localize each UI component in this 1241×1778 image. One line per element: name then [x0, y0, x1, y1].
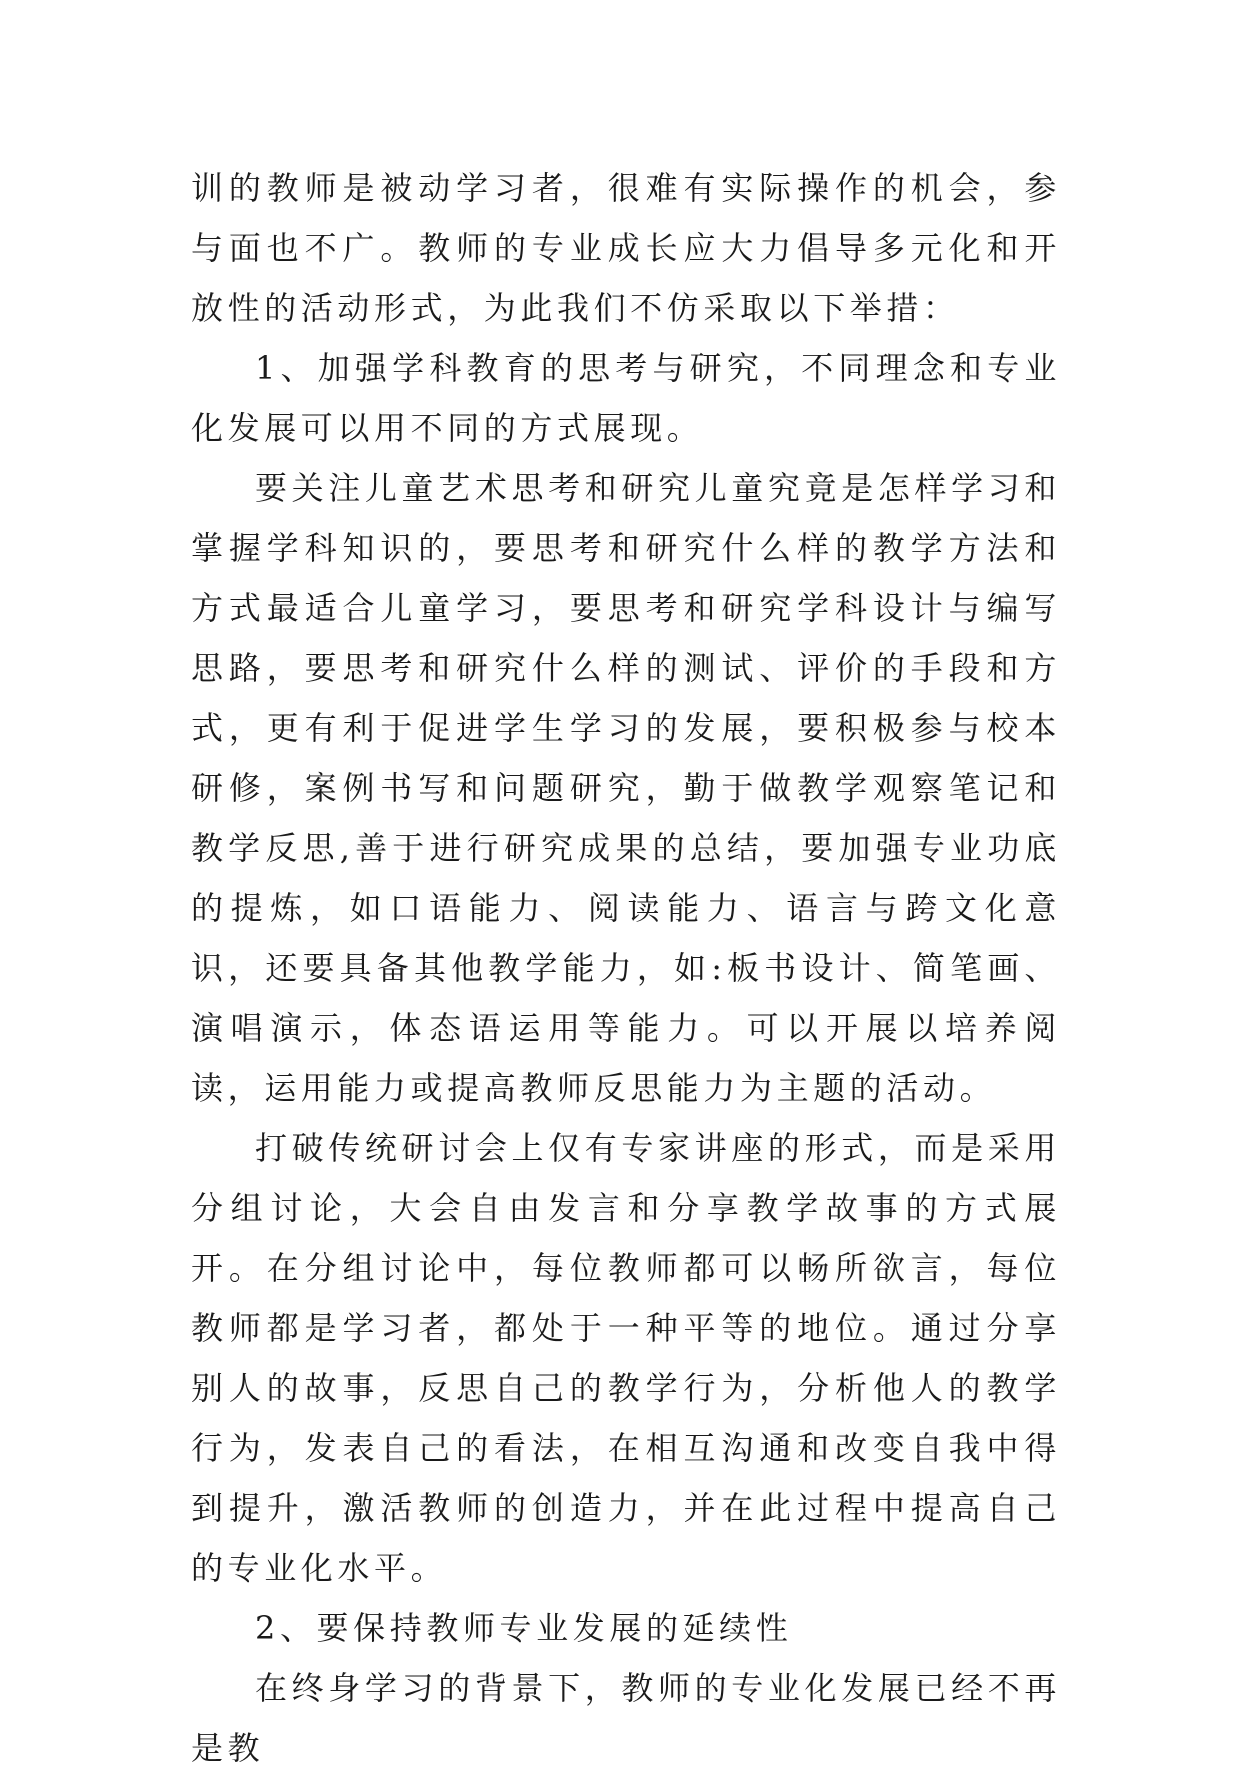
paragraph-subject-research: 要关注儿童艺术思考和研究儿童究竟是怎样学习和掌握学科知识的，要思考和研究什么样的教学方法和方式最适合儿童学习，要思考和研究学科设计与编写思路，要思考和研究什么样的测试、评价的手段和方式，更有利于促进学生学习的发展，要积极参与校本研修，案例书写和问题研究，勤于做教学观察笔记和教学反思,善于进行研究成果的总结，要加强专业功底的提炼，如口语能力、阅读能力、语言与跨文化意识，还要具备其他教学能力，如:板书设计、简笔画、演唱演示，体态语运用等能力。可以开展以培养阅读，运用能力或提高教师反思能力为主题的活动。: [191, 469, 1061, 1107]
paragraph-continuation: 训的教师是被动学习者，很难有实际操作的机会，参与面也不广。教师的专业成长应大力倡导多元化和开放性的活动形式，为此我们不仿采取以下举措：: [191, 169, 1061, 327]
paragraph-heading-2: 2、要保持教师专业发展的延续性: [255, 1609, 793, 1647]
paragraph-seminar-format: 打破传统研讨会上仅有专家讲座的形式，而是采用分组讨论，大会自由发言和分享教学故事的方式展开。在分组讨论中，每位教师都可以畅所欲言，每位教师都是学习者，都处于一种平等的地位。通过分享别人的故事，反思自己的教学行为，分析他人的教学行为，发表自己的看法，在相互沟通和改变自我中得到提升，激活教师的创造力，并在此过程中提高自己的专业化水平。: [191, 1129, 1061, 1587]
paragraph-lifelong-learning: 在终身学习的背景下，教师的专业化发展已经不再是教: [191, 1669, 1061, 1767]
document-body: [191, 158, 1061, 1778]
paragraph-heading-1: 1、加强学科教育的思考与研究，不同理念和专业化发展可以用不同的方式展现。: [191, 349, 1061, 447]
